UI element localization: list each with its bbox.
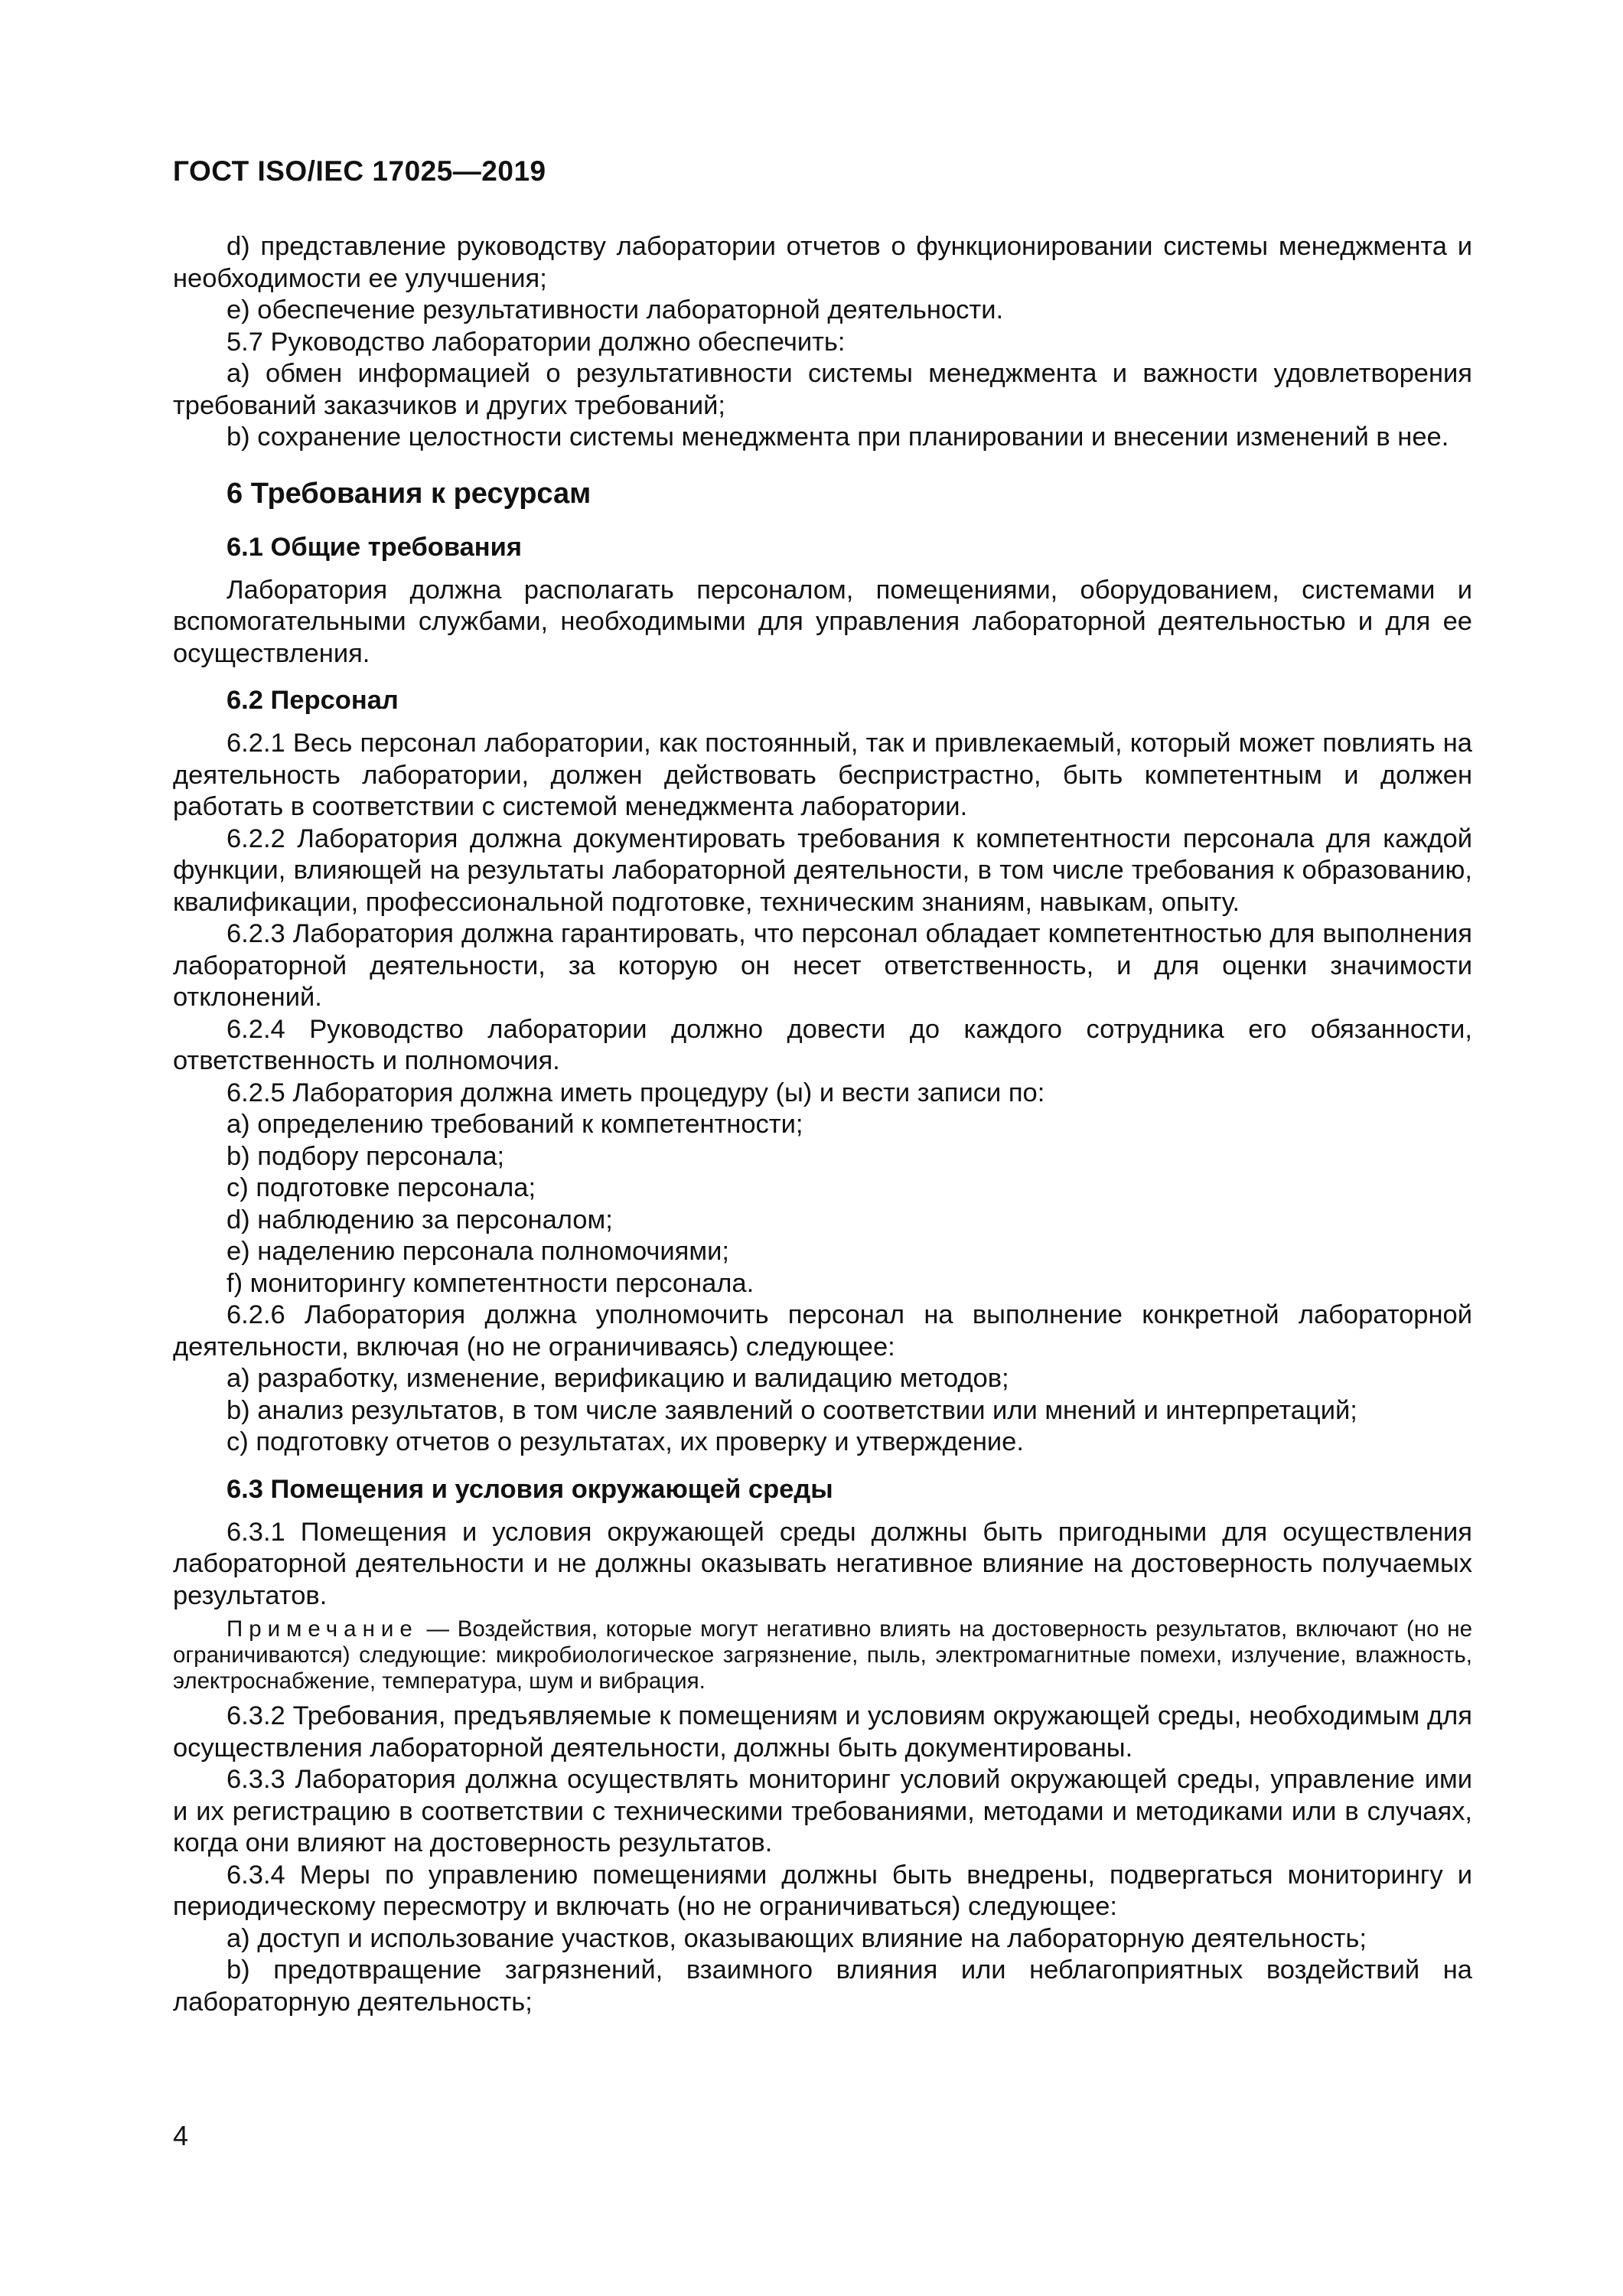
paragraph: 6.3.2 Требования, предъявляемые к помещениям и условиям окружающей среды, необходимым для осуществления лабораторной деятельности, должны быть документированы. <box>173 1701 1472 1763</box>
subsection-heading: 6.2 Персонал <box>227 686 399 715</box>
list-item: a) разработку, изменение, верификацию и валидацию методов; <box>227 1364 1009 1393</box>
note-label: Примечание <box>227 1616 419 1642</box>
page-number: 4 <box>173 2120 189 2151</box>
list-item: b) анализ результатов, в том числе заявлений о соответствии или мнений и интерпретаций; <box>227 1395 1357 1425</box>
paragraph: 6.2.6 Лаборатория должна уполномочить персонал на выполнение конкретной лабораторной деятельности, включая (но не ограничиваясь) следующее: <box>173 1300 1472 1362</box>
subsection-heading: 6.1 Общие требования <box>227 532 522 562</box>
list-item: b) подбору персонала; <box>227 1141 505 1171</box>
paragraph: b) сохранение целостности системы менеджмента при планировании и внесении изменений в нее. <box>227 422 1449 452</box>
paragraph: 6.3.3 Лаборатория должна осуществлять мониторинг условий окружающей среды, управление ими и их регистрацию в соответствии с техническими требованиями, методами и методиками или в случаях, когда они влияют на достоверность результатов. <box>173 1765 1472 1857</box>
paragraph: 6.3.1 Помещения и условия окружающей среды должны быть пригодными для осуществления лабораторной деятельности и не должны оказывать негативное влияние на достоверность получаемых результатов. <box>173 1517 1472 1610</box>
list-item: f) мониторингу компетентности персонала. <box>227 1268 754 1298</box>
paragraph: 5.7 Руководство лаборатории должно обеспечить: <box>227 327 846 357</box>
paragraph: 6.2.5 Лаборатория должна иметь процедуру (ы) и вести записи по: <box>227 1078 1045 1107</box>
paragraph: 6.2.1 Весь персонал лаборатории, как постоянный, так и привлекаемый, который может повлиять на деятельность лаборатории, должен действовать беспристрастно, быть компетентным и должен работать в соответствии с системой менеджмента лаборатории. <box>173 729 1472 821</box>
document-header: ГОСТ ISO/IEC 17025—2019 <box>173 155 546 187</box>
paragraph: a) обмен информацией о результативности системы менеджмента и важности удовлетворения требований заказчиков и других требований; <box>173 359 1472 420</box>
list-item: d) наблюдению за персоналом; <box>227 1205 613 1234</box>
list-item: b) предотвращение загрязнений, взаимного влияния или неблагоприятных воздействий на лабораторную деятельность; <box>173 1955 1472 2017</box>
paragraph: 6.3.4 Меры по управлению помещениями должны быть внедрены, подвергаться мониторингу и периодическому пересмотру и включать (но не ограничиваться) следующее: <box>173 1860 1472 1921</box>
paragraph: d) представление руководству лаборатории отчетов о функционировании системы менеджмента и необходимости ее улучшения; <box>173 232 1472 293</box>
list-item: e) наделению персонала полномочиями; <box>227 1237 729 1266</box>
section-heading: 6 Требования к ресурсам <box>227 477 592 510</box>
list-item: c) подготовке персонала; <box>227 1173 536 1202</box>
paragraph: 6.2.3 Лаборатория должна гарантировать, что персонал обладает компетентностью для выполнения лабораторной деятельности, за которую он несет ответственность, и для оценки значимости отклонений. <box>173 919 1472 1012</box>
paragraph: Лаборатория должна располагать персоналом, помещениями, оборудованием, системами и вспомогательными службами, необходимыми для управления лабораторной деятельностью и для ее осуществления. <box>173 575 1472 668</box>
note <box>173 1616 1472 1694</box>
list-item: a) доступ и использование участков, оказывающих влияние на лабораторную деятельность; <box>227 1923 1367 1953</box>
list-item: a) определению требований к компетентности; <box>227 1110 803 1139</box>
paragraph: 6.2.4 Руководство лаборатории должно довести до каждого сотрудника его обязанности, ответственность и полномочия. <box>173 1014 1472 1075</box>
subsection-heading: 6.3 Помещения и условия окружающей среды <box>227 1474 833 1504</box>
paragraph: e) обеспечение результативности лабораторной деятельности. <box>227 295 1004 325</box>
paragraph: 6.2.2 Лаборатория должна документировать требования к компетентности персонала для каждой функции, влияющей на результаты лабораторной деятельности, в том числе требования к образованию, квалификации, профессиональной подготовке, техническим знаниям, навыкам, опыту. <box>173 823 1472 917</box>
note-text: — Воздействия, которые могут негативно влиять на достоверность результатов, включают (но не ограничиваются) следующие: микробиологическое загрязнение, пыль, электромагнитные помехи, излучение, влажность, электроснабжение, температура, шум и вибрация. <box>173 1616 1472 1694</box>
document-body <box>173 231 1472 2018</box>
list-item: c) подготовку отчетов о результатах, их проверку и утверждение. <box>227 1427 1024 1456</box>
